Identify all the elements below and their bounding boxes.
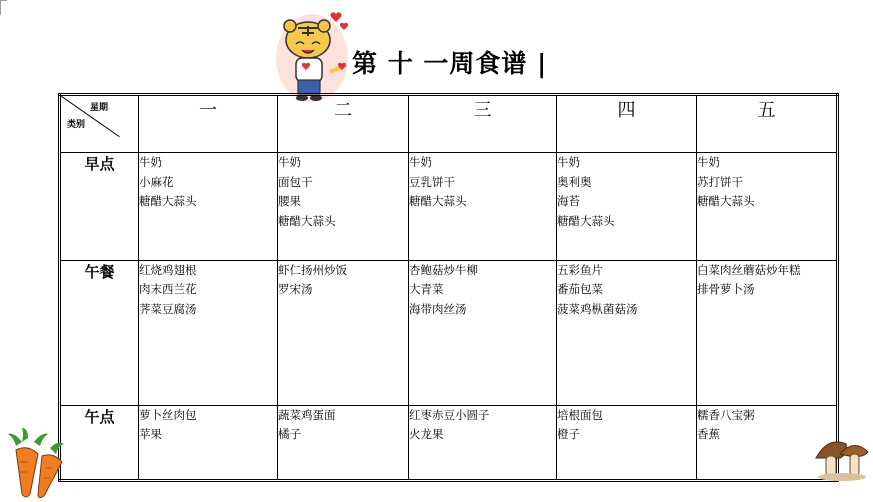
dish-item: 萝卜丝肉包 xyxy=(139,407,197,422)
dish-item: 面包干 xyxy=(278,174,313,189)
category-label: 午餐 xyxy=(60,260,139,405)
dish-item: 蔬菜鸡蛋面 xyxy=(278,407,336,422)
menu-cell xyxy=(697,260,838,405)
dish-item: 海苔 xyxy=(557,194,580,209)
menu-cell xyxy=(409,260,557,405)
page-corner-mark xyxy=(0,0,7,15)
dish-item: 奥利奥 xyxy=(557,174,592,189)
menu-cell xyxy=(278,153,409,261)
dish-item: 培根面包 xyxy=(557,407,603,422)
dish-item: 肉末西兰花 xyxy=(139,282,197,297)
corner-label-category: 类别 xyxy=(67,120,86,131)
day-header-1: 一 xyxy=(139,95,278,153)
carrot-icon xyxy=(2,428,80,500)
category-label: 早点 xyxy=(60,153,139,261)
dish-item: 苹果 xyxy=(139,427,162,442)
menu-cell xyxy=(139,260,278,405)
menu-cell xyxy=(278,260,409,405)
dish-item: 小麻花 xyxy=(139,174,174,189)
menu-cell xyxy=(139,153,278,261)
dish-item: 罗宋汤 xyxy=(278,282,313,297)
header-row xyxy=(60,95,838,153)
page-title: 第 十 一周食谱 | xyxy=(352,49,548,78)
dish-item: 排骨萝卜汤 xyxy=(697,282,755,297)
mushroom-icon xyxy=(812,436,870,482)
dish-item: 虾仁扬州炒饭 xyxy=(278,262,347,277)
table-row xyxy=(60,153,838,261)
dish-item: 糯香八宝粥 xyxy=(697,407,755,422)
dish-item: 海带肉丝汤 xyxy=(409,301,467,316)
dish-item: 火龙果 xyxy=(409,427,444,442)
dish-item: 苏打饼干 xyxy=(697,174,743,189)
corner-label-weekday: 星期 xyxy=(89,103,108,113)
menu-cell xyxy=(557,153,697,261)
day-header-5: 五 xyxy=(697,95,838,153)
dish-item: 杏鲍菇炒牛柳 xyxy=(409,262,478,277)
dish-item: 糖醋大蒜头 xyxy=(278,213,336,228)
table-row xyxy=(60,260,838,405)
table-row xyxy=(60,405,838,480)
dish-item: 五彩鱼片 xyxy=(557,262,603,277)
menu-cell xyxy=(409,153,557,261)
dish-item: 腰果 xyxy=(278,194,301,209)
weekly-menu-table xyxy=(58,93,839,482)
dish-item: 糖醋大蒜头 xyxy=(557,213,615,228)
dish-item: 糖醋大蒜头 xyxy=(409,194,467,209)
menu-cell xyxy=(409,405,557,480)
dish-item: 荠菜豆腐汤 xyxy=(139,301,197,316)
category-label: 午点 xyxy=(60,405,139,480)
day-header-2: 二 xyxy=(278,95,409,153)
dish-item: 橘子 xyxy=(278,427,301,442)
dish-item: 白菜肉丝蘑菇炒年糕 xyxy=(697,262,801,277)
dish-item: 牛奶 xyxy=(557,155,580,170)
menu-cell xyxy=(697,153,838,261)
dish-item: 糖醋大蒜头 xyxy=(139,194,197,209)
dish-item: 红烧鸡翅根 xyxy=(139,262,197,277)
dish-item: 牛奶 xyxy=(139,155,162,170)
dish-item: 牛奶 xyxy=(278,155,301,170)
corner-header-cell xyxy=(60,95,139,153)
menu-cell xyxy=(557,260,697,405)
dish-item: 牛奶 xyxy=(409,155,432,170)
menu-cell xyxy=(557,405,697,480)
menu-cell xyxy=(139,405,278,480)
dish-item: 红枣赤豆小圆子 xyxy=(409,407,490,422)
dish-item: 菠菜鸡枞菌菇汤 xyxy=(557,301,638,316)
dish-item: 番茄包菜 xyxy=(557,282,603,297)
dish-item: 橙子 xyxy=(557,427,580,442)
day-header-3: 三 xyxy=(409,95,557,153)
dish-item: 豆乳饼干 xyxy=(409,174,455,189)
dish-item: 牛奶 xyxy=(697,155,720,170)
dish-item: 香蕉 xyxy=(697,427,720,442)
dish-item: 大青菜 xyxy=(409,282,444,297)
day-header-4: 四 xyxy=(557,95,697,153)
dish-item: 糖醋大蒜头 xyxy=(697,194,755,209)
menu-cell xyxy=(278,405,409,480)
